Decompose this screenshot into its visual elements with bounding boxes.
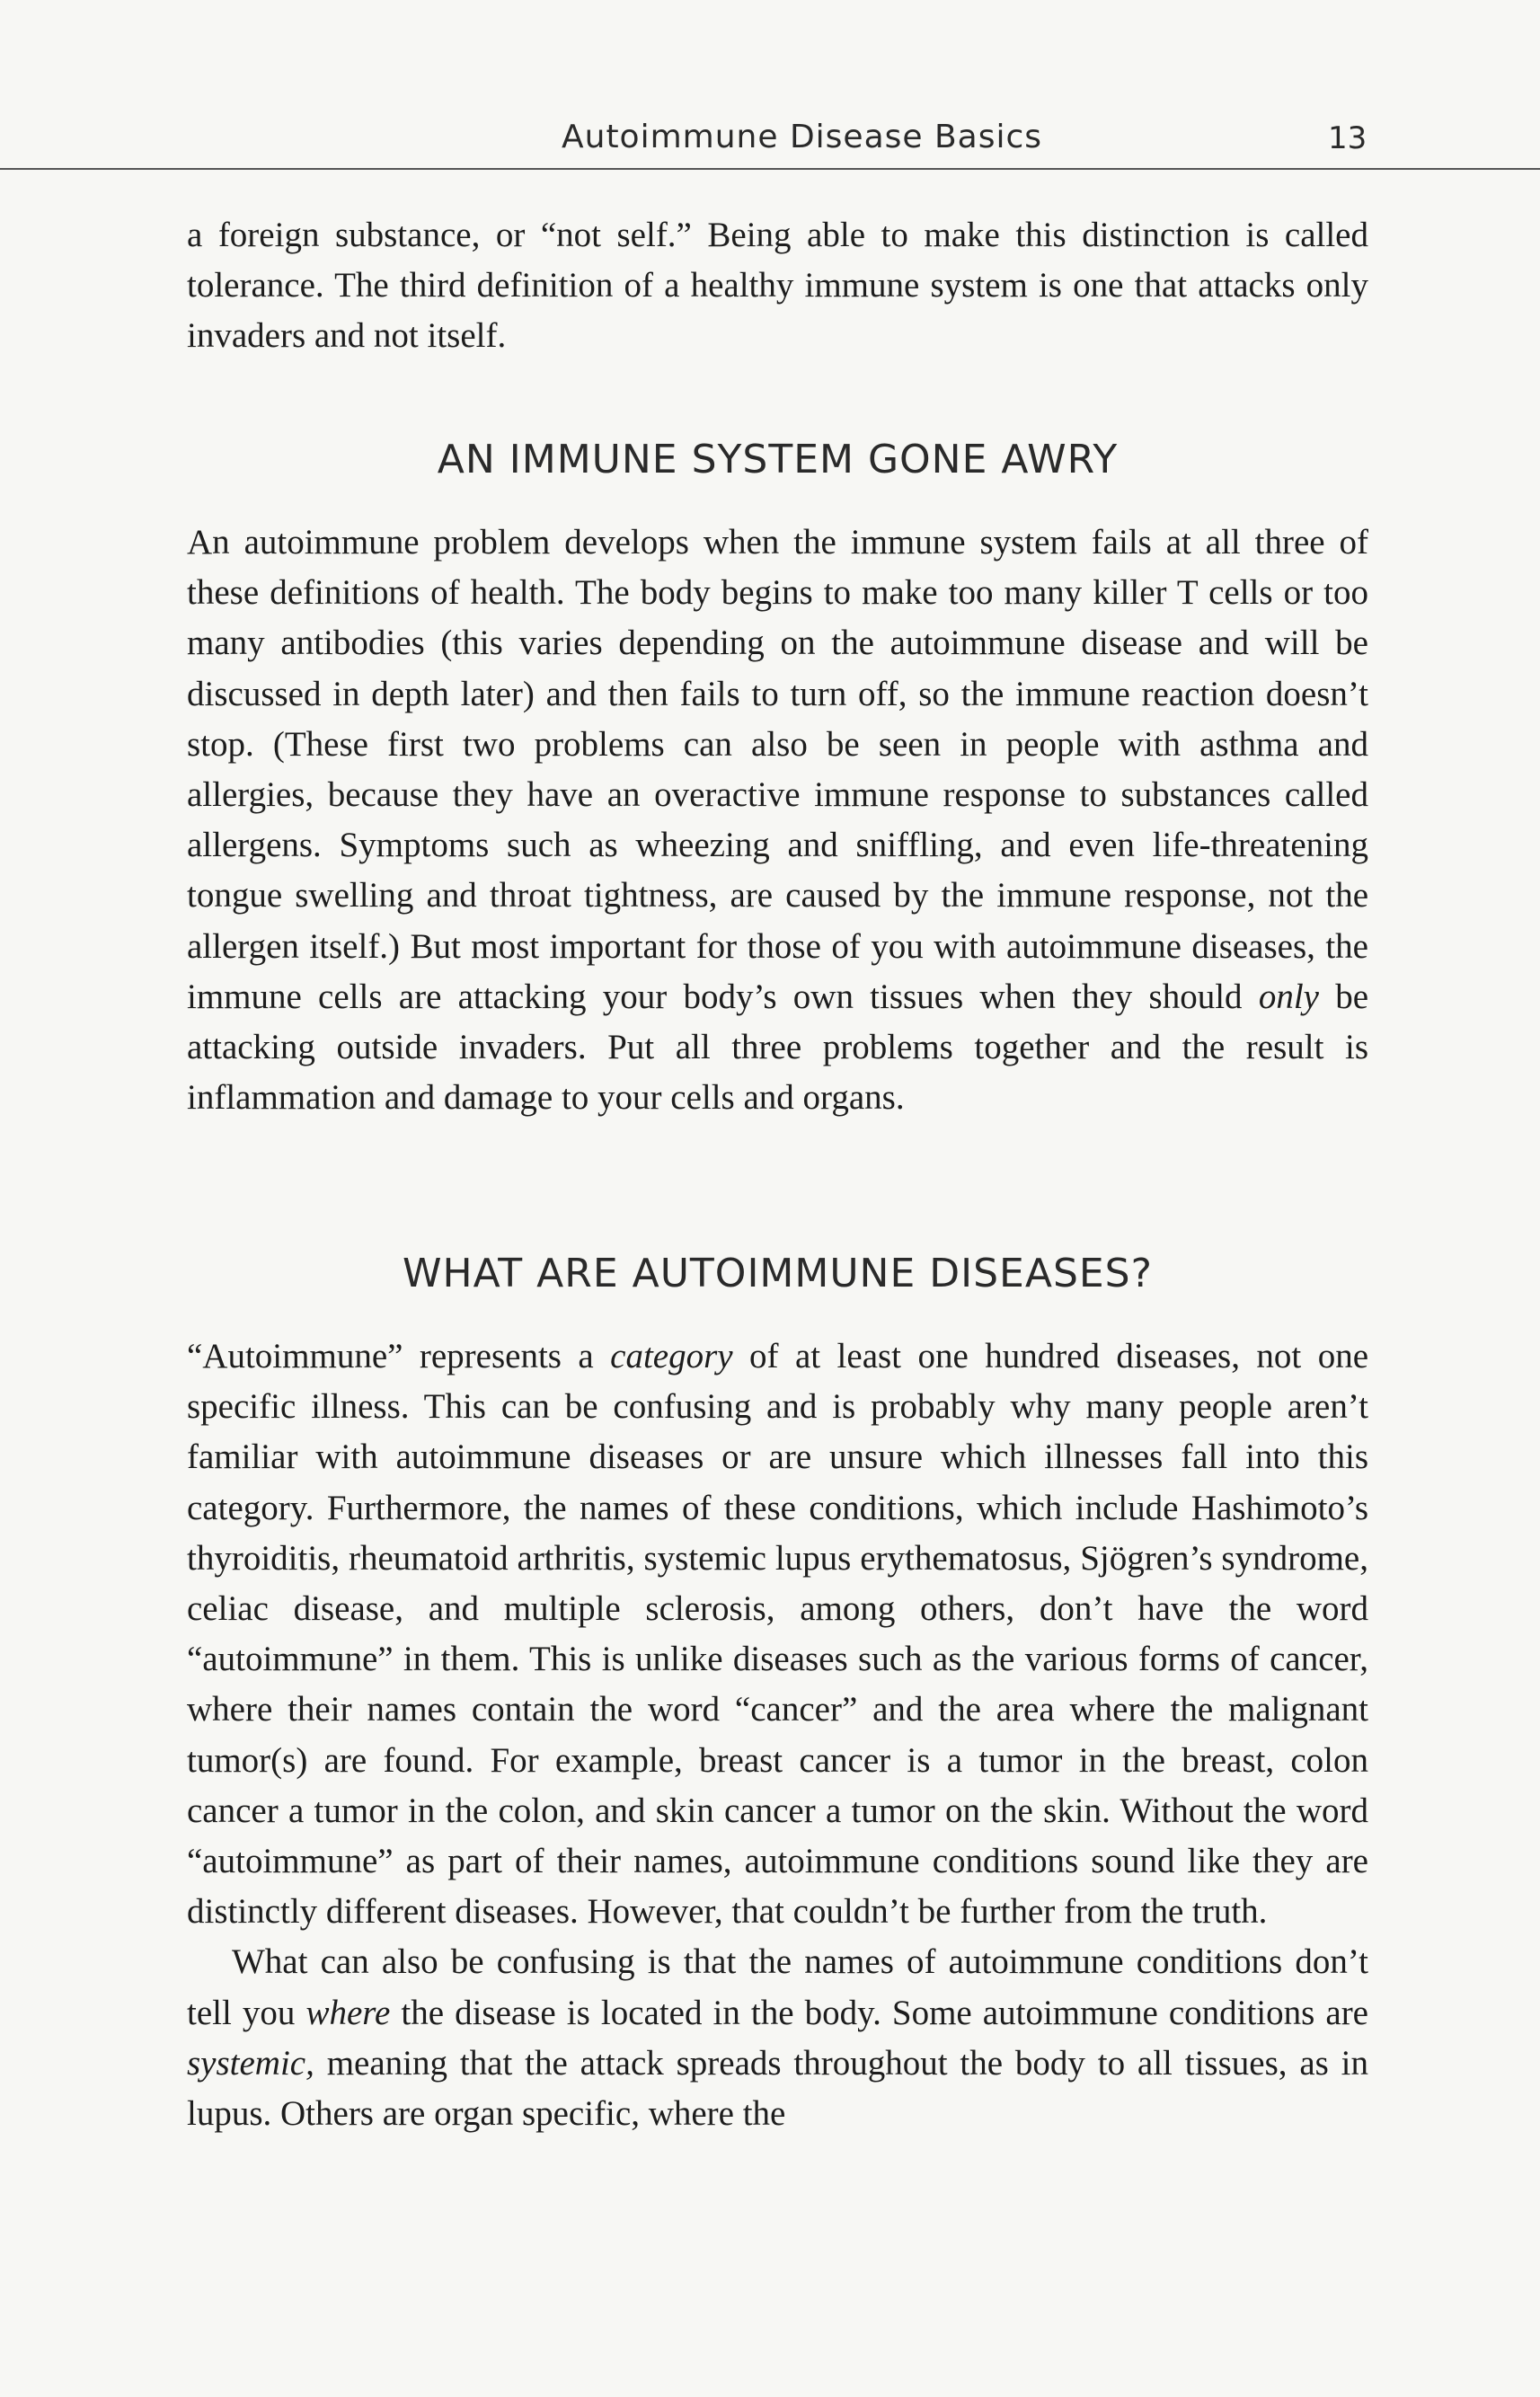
section1-text-b: be attacking outside invaders. Put all three problems together and the result is inflammation and damage to your cells and organs. xyxy=(187,977,1369,1118)
section-heading-immune-system-gone-awry: AN IMMUNE SYSTEM GONE AWRY xyxy=(437,437,1119,482)
intro-text: a foreign substance, or “not self.” Being able to make this distinction is called tolerance. The third definition of a healthy immune system is one that attacks only invaders and not itself. xyxy=(187,216,1368,356)
section2-p2-italic-systemic: systemic, xyxy=(187,2043,314,2083)
section2-paragraph-2 xyxy=(187,1937,1368,2139)
section2-p2-text-c: meaning that the attack spreads throughout the body to all tissues, as in lupus. Others are organ specific, where the xyxy=(187,2043,1369,2134)
section2-p2-text-a: What can also be confusing is that the names of autoimmune conditions don’t tell you xyxy=(187,1942,1368,2032)
section2-p1-italic: category xyxy=(610,1337,733,1375)
section2-paragraph-1 xyxy=(187,1331,1368,1937)
intro-paragraph xyxy=(187,210,1368,362)
section1-text-a: An autoimmune problem develops when the immune system fails at all three of these definitions of health. The body begins to make too many killer T cells or too many antibodies (this varies depending on the autoimmune disease and will be discussed in depth later) and then fails to turn off, so the immune reaction doesn’t stop. (These first two problems can also be seen in people with asthma and allergies, because they have an overactive immune response to substances called allergens. Symptoms such as wheezing and sniffling, and even life-threatening tongue swelling and throat tightness, are caused by the immune response, not the allergen itself.) But most important for those of you with autoimmune diseases, the immune cells are attacking your body’s own tissues when they should xyxy=(187,523,1368,1016)
section1-paragraph xyxy=(187,517,1368,1123)
section1-body xyxy=(187,517,1368,1123)
section2-p2-italic-where: where xyxy=(305,1993,391,2032)
section1-italic-word: only xyxy=(1258,977,1319,1016)
running-title: Autoimmune Disease Basics xyxy=(562,119,1043,155)
page-number: 13 xyxy=(1328,120,1367,156)
section2-p2-text-b: the disease is located in the body. Some autoimmune conditions are xyxy=(401,1993,1368,2032)
section-heading-what-are-autoimmune-diseases: WHAT ARE AUTOIMMUNE DISEASES? xyxy=(403,1251,1153,1296)
header-rule xyxy=(0,168,1540,170)
section2-p1-text-b: of at least one hundred diseases, not one specific illness. This can be confusing and is probably why many people aren’t familiar with autoimmune diseases or are unsure which illnesses fall into this category. Furthermore, the names of these conditions, which include Hashimoto’s thyroiditis, rheumatoid arthritis, systemic lupus erythematosus, Sjögren’s syndrome, celiac disease, and multiple sclerosis, among others, don’t have the word “autoimmune” in them. This is unlike diseases such as the various forms of cancer, where their names contain the word “cancer” and the area where the malignant tumor(s) are found. For example, breast cancer is a tumor in the breast, colon cancer a tumor in the colon, and skin cancer a tumor on the skin. Without the word “autoimmune” as part of their names, autoimmune conditions sound like they are distinctly different diseases. However, that couldn’t be further from the truth. xyxy=(187,1337,1369,1932)
running-header xyxy=(0,119,1540,164)
section2-p1-text-a: “Autoimmune” represents a xyxy=(187,1337,594,1375)
section2-body xyxy=(187,1331,1368,2139)
